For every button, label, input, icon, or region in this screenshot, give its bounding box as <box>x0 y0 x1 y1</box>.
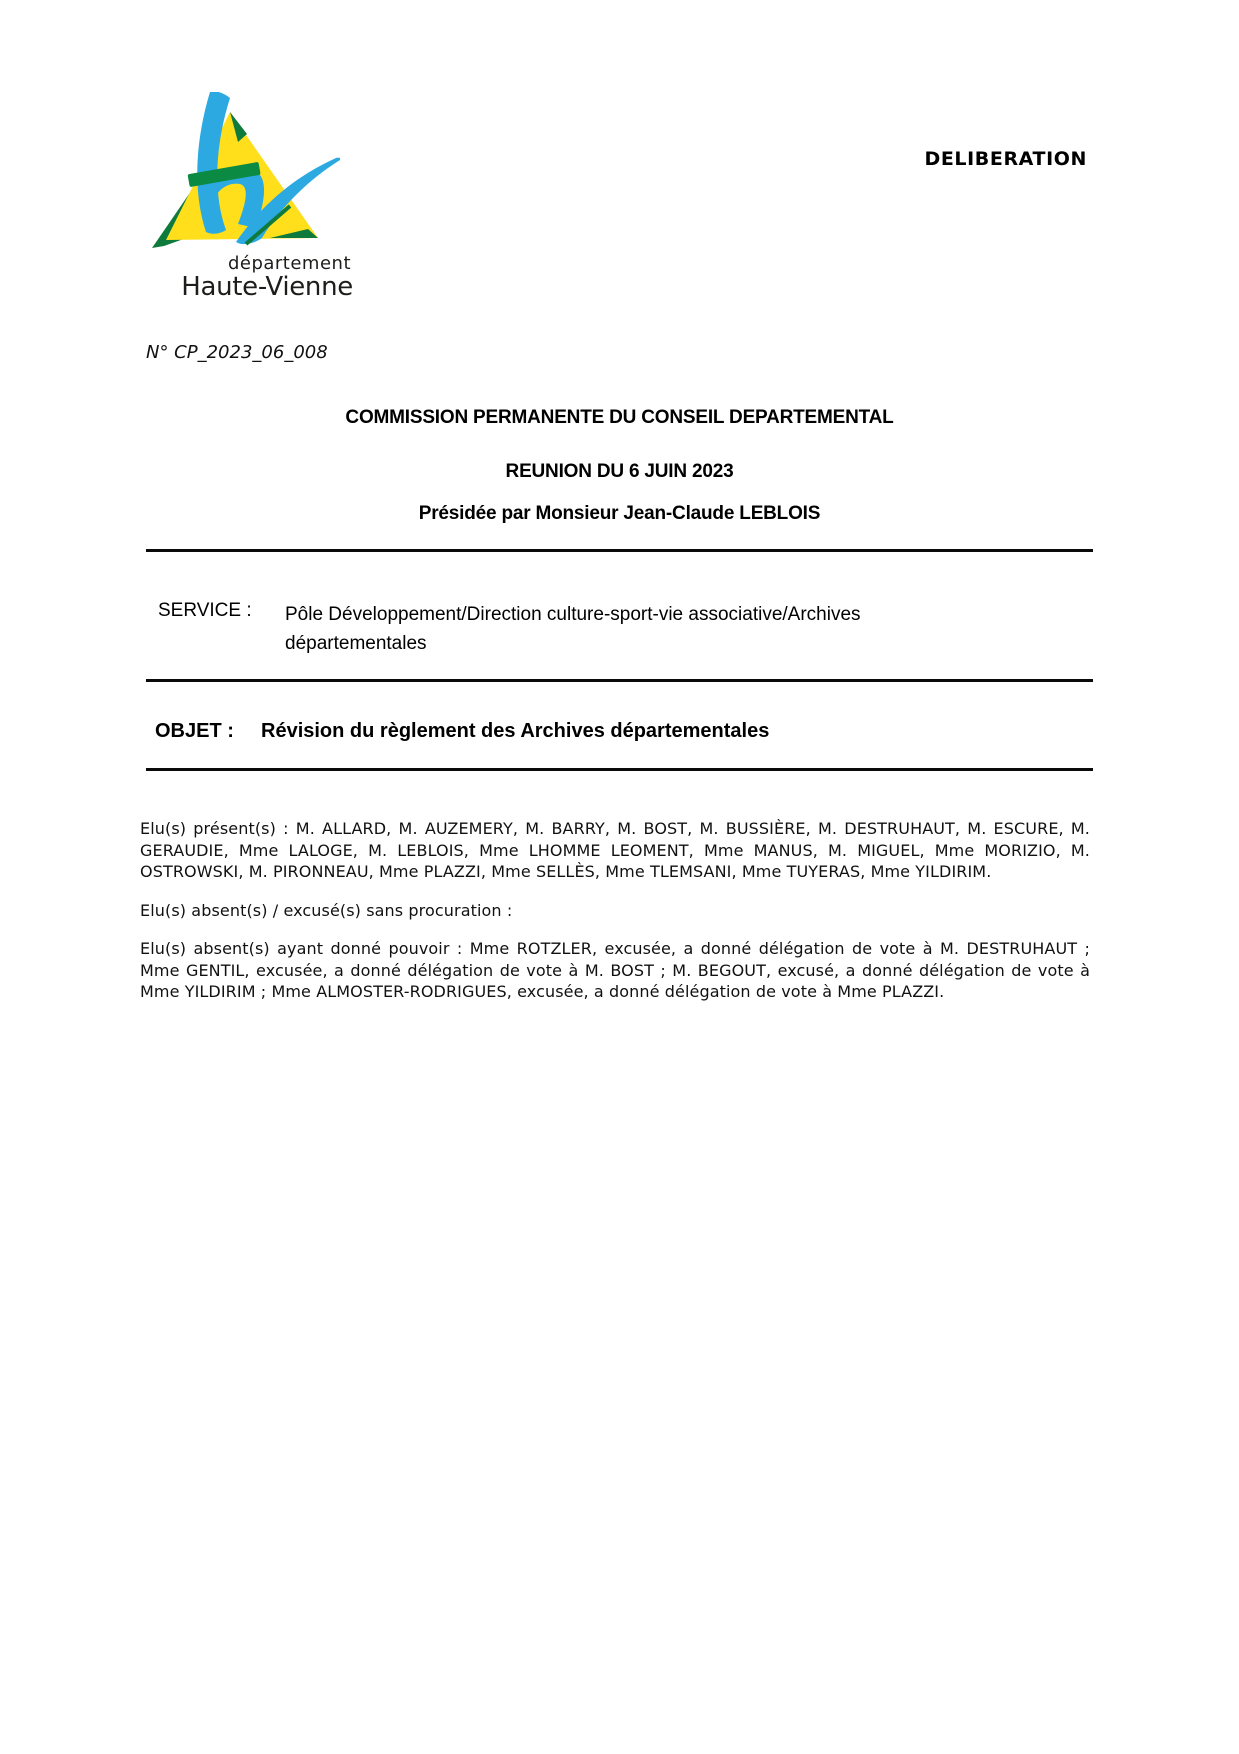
title-presidence: Présidée par Monsieur Jean-Claude LEBLOIS <box>418 503 821 524</box>
paragraph-elus-presents: Elu(s) présent(s) : M. ALLARD, M. AUZEMERY, M. BARRY, M. BOST, M. BUSSIÈRE, M. DESTRUHAUT, M. ESCURE, M. GERAUDIE, Mme LALOGE, M. LEBLOIS, Mme LHOMME LEOMENT, Mme MANUS, M. MIGUEL, Mme MORIZIO, M. OSTROWSKI, M. PIRONNEAU, Mme PLAZZI, Mme SELLÈS, Mme TLEMSANI, Mme TUYERAS, Mme YILDIRIM. <box>140 819 1090 882</box>
logo-text-haute-vienne: Haute-Vienne <box>181 272 353 302</box>
objet-label: OBJET : <box>155 720 234 742</box>
title-reunion-date: REUNION DU 6 JUIN 2023 <box>505 461 734 482</box>
divider-objet <box>146 768 1093 771</box>
service-value: Pôle Développement/Direction culture-sport-vie associative/Archives départementales <box>285 604 861 654</box>
divider-top <box>146 549 1093 552</box>
title-commission: COMMISSION PERMANENTE DU CONSEIL DEPARTEMENTAL <box>345 407 894 428</box>
paragraph-elus-pouvoirs: Elu(s) absent(s) ayant donné pouvoir : Mme ROTZLER, excusée, a donné délégation de vote à M. DESTRUHAUT ; Mme GENTIL, excusée, a donné délégation de vote à M. BOST ; M. BEGOUT, excusé, a donné délégation de vote à Mme YILDIRIM ; Mme ALMOSTER-RODRIGUES, excusée, a donné délégation de vote à Mme PLAZZI. <box>140 939 1090 1002</box>
haute-vienne-logo <box>148 90 358 315</box>
service-label: SERVICE : <box>158 600 252 621</box>
objet-value: Révision du règlement des Archives départementales <box>261 720 770 742</box>
document-type-label: DELIBERATION <box>924 148 1087 170</box>
divider-service <box>146 679 1093 682</box>
document-number: N° CP_2023_06_008 <box>146 342 328 363</box>
haute-vienne-logo-icon <box>150 92 340 252</box>
logo-text-departement: département <box>227 253 351 274</box>
paragraph-elus-absents-excuses: Elu(s) absent(s) / excusé(s) sans procuration : <box>140 901 513 920</box>
